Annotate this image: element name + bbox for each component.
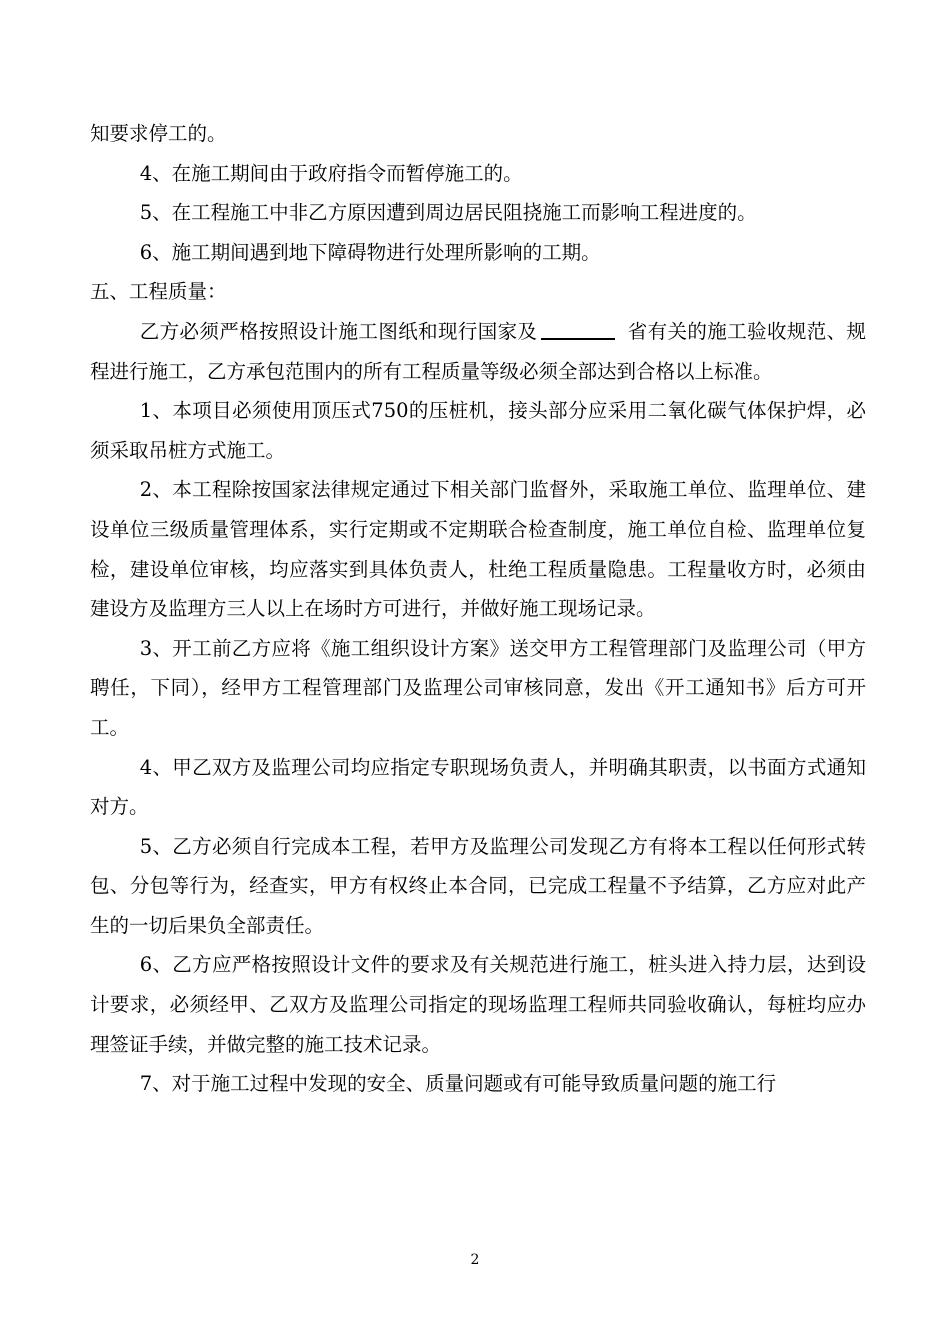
paragraph-continuation: 知要求停工的。 bbox=[90, 122, 227, 145]
quality-text-after-blank: 省有关的施工验收规范、规程进行施工，乙方承包范围内的所有工程质量等级必须全部达到合格以上标准。 bbox=[90, 319, 866, 383]
quality-clause-4: 4、甲乙双方及监理公司均应指定专职现场负责人，并明确其职责，以书面方式通知对方。 bbox=[90, 755, 866, 819]
clause-4-government-order: 4、在施工期间由于政府指令而暂停施工的。 bbox=[139, 161, 523, 185]
clause-5-residents-obstruction: 5、在工程施工中非乙方原因遭到周边居民阻挠施工而影响工程进度的。 bbox=[139, 201, 757, 225]
page-number: 2 bbox=[470, 1252, 480, 1268]
quality-clause-3: 3、开工前乙方应将《施工组织设计方案》送交甲方工程管理部门及监理公司（甲方聘任，下同），经甲方工程管理部门及监理公司审核同意，发出《开工通知书》后方可开工。 bbox=[90, 636, 866, 739]
quality-clause-2: 2、本工程除按国家法律规定通过下相关部门监督外，采取施工单位、监理单位、建设单位三级质量管理体系，实行定期或不定期联合检查制度，施工单位自检、监理单位复检，建设单位审核，均应落实到具体负责人，杜绝工程质量隐患。工程量收方时，必须由建设方及监理方三人以上在场时方可进行，并做好施工现场记录。 bbox=[90, 478, 866, 621]
quality-standard-paragraph bbox=[90, 312, 866, 391]
province-blank-field bbox=[541, 318, 615, 340]
quality-clause-6: 6、乙方应严格按照设计文件的要求及有关规范进行施工，桩头进入持力层，达到设计要求，必须经甲、乙双方及监理公司指定的现场监理工程师共同验收确认，每桩均应办理签证手续，并做完整的施工技术记录。 bbox=[90, 953, 866, 1056]
quality-clause-7: 7、对于施工过程中发现的安全、质量问题或有可能导致质量问题的施工行 bbox=[139, 1072, 777, 1096]
document-body bbox=[90, 114, 866, 1104]
section-heading-quality: 五、工程质量： bbox=[90, 280, 227, 304]
clause-6-underground-obstacles: 6、施工期间遇到地下障碍物进行处理所影响的工期。 bbox=[139, 240, 601, 264]
quality-clause-1: 1、本项目必须使用顶压式750的压桩机，接头部分应采用二氧化碳气体保护焊，必须采取吊桩方式施工。 bbox=[90, 399, 866, 462]
quality-clause-5: 5、乙方必须自行完成本工程，若甲方及监理公司发现乙方有将本工程以任何形式转包、分包等行为，经查实，甲方有权终止本合同，已完成工程量不予结算，乙方应对此产生的一切后果负全部责任。 bbox=[90, 834, 866, 937]
quality-text-before-blank: 乙方必须严格按照设计施工图纸和现行国家及 bbox=[139, 319, 538, 343]
